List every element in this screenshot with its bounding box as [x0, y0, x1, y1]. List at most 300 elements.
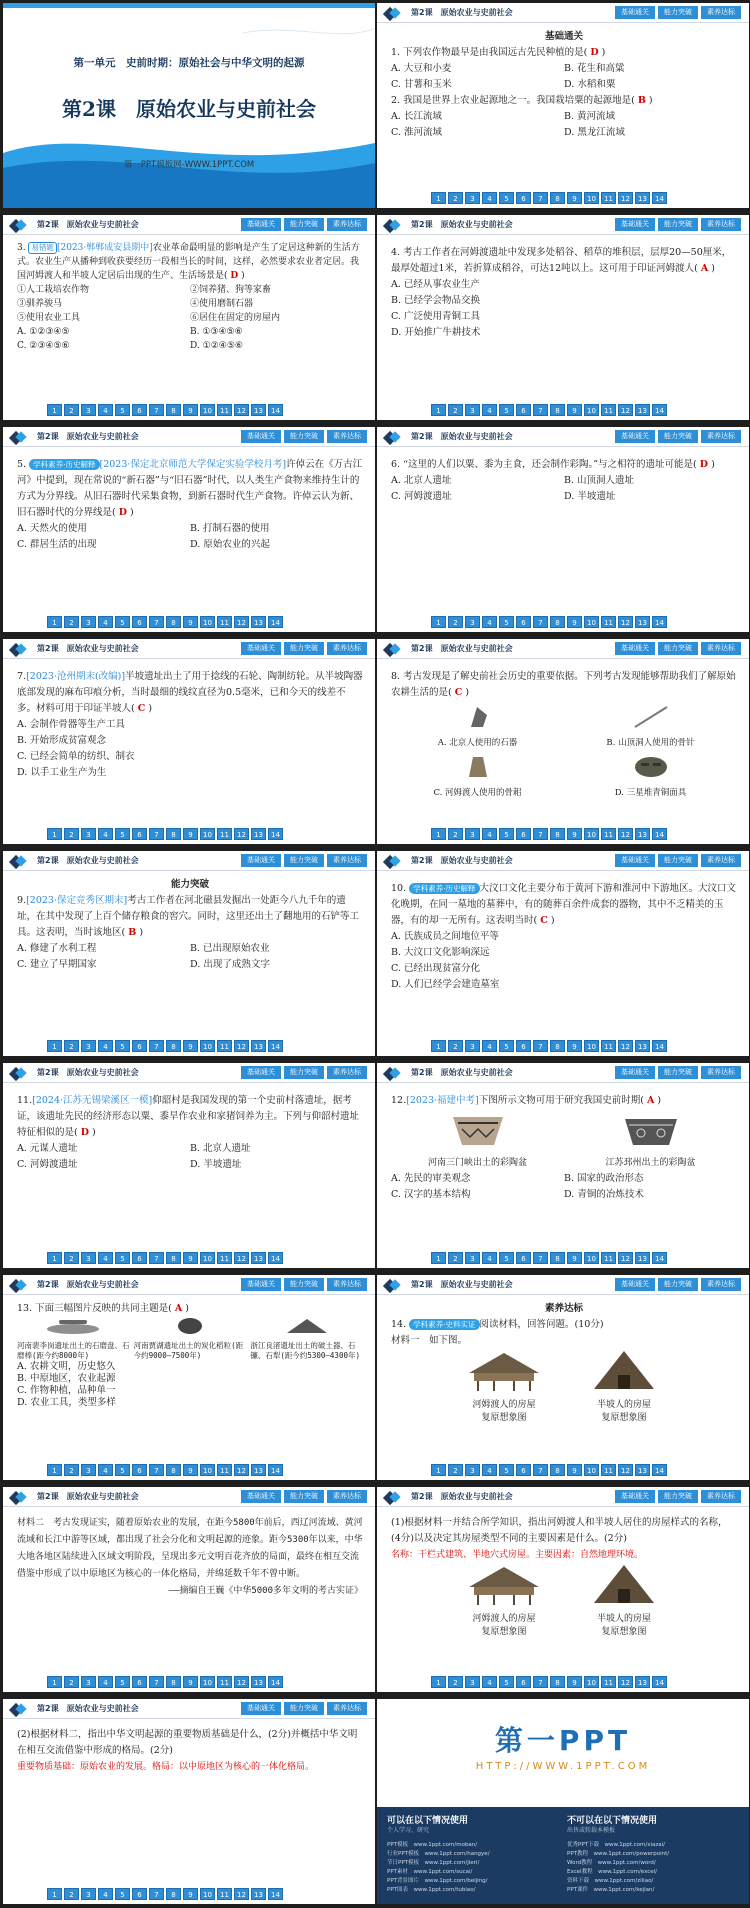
tab-literacy[interactable]: 素养达标: [701, 430, 741, 443]
page-button-8[interactable]: 8: [550, 616, 565, 628]
page-button-7[interactable]: 7: [533, 1040, 548, 1052]
page-button-4[interactable]: 4: [482, 1252, 497, 1264]
page-button-4[interactable]: 4: [482, 404, 497, 416]
page-button-11[interactable]: 11: [217, 1676, 232, 1688]
page-button-6[interactable]: 6: [132, 1252, 147, 1264]
page-button-7[interactable]: 7: [149, 1252, 164, 1264]
page-button-1[interactable]: 1: [47, 1040, 62, 1052]
page-button-13[interactable]: 13: [251, 1888, 266, 1900]
page-button-13[interactable]: 13: [635, 828, 650, 840]
resource-link[interactable]: PPT素材 www.1ppt.com/sucai/: [387, 1869, 473, 1875]
page-button-9[interactable]: 9: [183, 1252, 198, 1264]
tab-ability[interactable]: 能力突破: [658, 430, 698, 443]
page-button-7[interactable]: 7: [533, 192, 548, 204]
page-button-4[interactable]: 4: [98, 1888, 113, 1900]
resource-link[interactable]: PPT图表 www.1ppt.com/tubiao/: [387, 1887, 476, 1893]
tab-basic[interactable]: 基础通关: [241, 1702, 281, 1715]
tab-basic[interactable]: 基础通关: [241, 430, 281, 443]
page-button-8[interactable]: 8: [166, 1464, 181, 1476]
page-button-2[interactable]: 2: [448, 1040, 463, 1052]
page-button-9[interactable]: 9: [567, 1676, 582, 1688]
page-button-3[interactable]: 3: [465, 1676, 480, 1688]
page-button-1[interactable]: 1: [431, 828, 446, 840]
page-button-3[interactable]: 3: [465, 192, 480, 204]
page-button-12[interactable]: 12: [234, 1888, 249, 1900]
page-button-11[interactable]: 11: [217, 616, 232, 628]
page-button-8[interactable]: 8: [166, 828, 181, 840]
slide-q12[interactable]: [377, 1063, 749, 1268]
page-button-6[interactable]: 6: [132, 1888, 147, 1900]
tab-ability[interactable]: 能力突破: [658, 6, 698, 19]
page-button-3[interactable]: 3: [465, 1464, 480, 1476]
page-button-4[interactable]: 4: [482, 192, 497, 204]
page-button-11[interactable]: 11: [217, 1888, 232, 1900]
page-button-8[interactable]: 8: [550, 192, 565, 204]
page-button-10[interactable]: 10: [584, 1464, 599, 1476]
page-button-5[interactable]: 5: [115, 1676, 130, 1688]
tab-ability[interactable]: 能力突破: [284, 1702, 324, 1715]
page-button-8[interactable]: 8: [166, 1252, 181, 1264]
page-button-11[interactable]: 11: [601, 1252, 616, 1264]
page-button-9[interactable]: 9: [567, 1040, 582, 1052]
page-button-2[interactable]: 2: [64, 828, 79, 840]
tab-literacy[interactable]: 素养达标: [327, 1278, 367, 1291]
tab-literacy[interactable]: 素养达标: [701, 6, 741, 19]
page-button-4[interactable]: 4: [98, 1040, 113, 1052]
page-button-5[interactable]: 5: [499, 1676, 514, 1688]
page-button-14[interactable]: 14: [652, 404, 667, 416]
page-button-13[interactable]: 13: [251, 616, 266, 628]
page-button-7[interactable]: 7: [533, 1464, 548, 1476]
tab-literacy[interactable]: 素养达标: [327, 1490, 367, 1503]
page-button-8[interactable]: 8: [550, 1040, 565, 1052]
slide-q8[interactable]: [377, 639, 749, 844]
resource-link[interactable]: PPT教程 www.1ppt.com/powerpoint/: [567, 1851, 670, 1857]
page-button-9[interactable]: 9: [183, 616, 198, 628]
page-button-13[interactable]: 13: [251, 1676, 266, 1688]
page-button-3[interactable]: 3: [81, 1040, 96, 1052]
page-button-6[interactable]: 6: [516, 1464, 531, 1476]
resource-link[interactable]: 资料下载 www.1ppt.com/ziliao/: [567, 1878, 654, 1884]
tab-literacy[interactable]: 素养达标: [701, 854, 741, 867]
page-button-13[interactable]: 13: [251, 828, 266, 840]
page-button-10[interactable]: 10: [200, 1676, 215, 1688]
page-button-14[interactable]: 14: [652, 616, 667, 628]
page-button-5[interactable]: 5: [115, 404, 130, 416]
page-button-9[interactable]: 9: [183, 828, 198, 840]
page-button-12[interactable]: 12: [234, 1676, 249, 1688]
page-button-12[interactable]: 12: [618, 616, 633, 628]
tab-literacy[interactable]: 素养达标: [701, 218, 741, 231]
page-button-10[interactable]: 10: [584, 1252, 599, 1264]
page-button-8[interactable]: 8: [166, 1676, 181, 1688]
page-button-13[interactable]: 13: [635, 1252, 650, 1264]
tab-literacy[interactable]: 素养达标: [701, 1490, 741, 1503]
page-button-11[interactable]: 11: [217, 1252, 232, 1264]
tab-literacy[interactable]: 素养达标: [327, 854, 367, 867]
page-button-5[interactable]: 5: [115, 1464, 130, 1476]
tab-literacy[interactable]: 素养达标: [327, 1702, 367, 1715]
page-button-13[interactable]: 13: [251, 1464, 266, 1476]
page-button-9[interactable]: 9: [183, 404, 198, 416]
page-button-1[interactable]: 1: [47, 1676, 62, 1688]
page-button-10[interactable]: 10: [200, 828, 215, 840]
page-button-5[interactable]: 5: [115, 828, 130, 840]
page-button-8[interactable]: 8: [550, 404, 565, 416]
page-button-3[interactable]: 3: [81, 1464, 96, 1476]
slide-q14[interactable]: [377, 1275, 749, 1480]
slide-q10[interactable]: [377, 851, 749, 1056]
page-button-14[interactable]: 14: [268, 616, 283, 628]
page-button-3[interactable]: 3: [81, 1252, 96, 1264]
page-button-1[interactable]: 1: [431, 1040, 446, 1052]
page-button-12[interactable]: 12: [234, 404, 249, 416]
tab-ability[interactable]: 能力突破: [284, 1278, 324, 1291]
page-button-7[interactable]: 7: [149, 616, 164, 628]
page-button-6[interactable]: 6: [132, 404, 147, 416]
page-button-11[interactable]: 11: [601, 404, 616, 416]
page-button-10[interactable]: 10: [200, 616, 215, 628]
page-button-1[interactable]: 1: [431, 1252, 446, 1264]
page-button-3[interactable]: 3: [465, 404, 480, 416]
page-button-7[interactable]: 7: [533, 1676, 548, 1688]
page-button-14[interactable]: 14: [268, 1888, 283, 1900]
slide-cover[interactable]: [3, 3, 375, 208]
tab-basic[interactable]: 基础通关: [615, 1490, 655, 1503]
page-button-11[interactable]: 11: [601, 192, 616, 204]
page-button-10[interactable]: 10: [584, 1676, 599, 1688]
page-button-8[interactable]: 8: [166, 1040, 181, 1052]
slide-q3[interactable]: [3, 215, 375, 420]
page-button-2[interactable]: 2: [64, 1888, 79, 1900]
tab-literacy[interactable]: 素养达标: [327, 430, 367, 443]
page-button-14[interactable]: 14: [652, 192, 667, 204]
page-button-5[interactable]: 5: [499, 1252, 514, 1264]
page-button-7[interactable]: 7: [533, 404, 548, 416]
page-button-10[interactable]: 10: [200, 404, 215, 416]
page-button-1[interactable]: 1: [431, 404, 446, 416]
page-button-9[interactable]: 9: [567, 1252, 582, 1264]
page-button-6[interactable]: 6: [516, 192, 531, 204]
slide-q6[interactable]: [377, 427, 749, 632]
tab-basic[interactable]: 基础通关: [615, 1278, 655, 1291]
page-button-9[interactable]: 9: [183, 1888, 198, 1900]
tab-basic[interactable]: 基础通关: [615, 430, 655, 443]
page-button-5[interactable]: 5: [115, 1252, 130, 1264]
page-button-10[interactable]: 10: [200, 1464, 215, 1476]
page-button-3[interactable]: 3: [81, 404, 96, 416]
page-button-2[interactable]: 2: [448, 1464, 463, 1476]
page-button-6[interactable]: 6: [516, 1252, 531, 1264]
tab-ability[interactable]: 能力突破: [658, 1490, 698, 1503]
page-button-12[interactable]: 12: [618, 404, 633, 416]
page-button-2[interactable]: 2: [448, 1252, 463, 1264]
slide-q7[interactable]: [3, 639, 375, 844]
page-button-14[interactable]: 14: [268, 1040, 283, 1052]
page-button-6[interactable]: 6: [132, 1040, 147, 1052]
page-button-10[interactable]: 10: [200, 1252, 215, 1264]
page-button-14[interactable]: 14: [268, 828, 283, 840]
page-button-14[interactable]: 14: [652, 1252, 667, 1264]
page-button-7[interactable]: 7: [149, 1040, 164, 1052]
page-button-2[interactable]: 2: [448, 1676, 463, 1688]
tab-literacy[interactable]: 素养达标: [327, 642, 367, 655]
page-button-5[interactable]: 5: [499, 192, 514, 204]
page-button-7[interactable]: 7: [149, 828, 164, 840]
page-button-10[interactable]: 10: [584, 404, 599, 416]
page-button-6[interactable]: 6: [516, 404, 531, 416]
slide-q9[interactable]: [3, 851, 375, 1056]
page-button-13[interactable]: 13: [251, 404, 266, 416]
page-button-4[interactable]: 4: [482, 1676, 497, 1688]
page-button-9[interactable]: 9: [567, 616, 582, 628]
slide-q4[interactable]: [377, 215, 749, 420]
page-button-7[interactable]: 7: [533, 828, 548, 840]
resource-link[interactable]: 优秀PPT下载 www.1ppt.com/xiazai/: [567, 1842, 666, 1848]
page-button-4[interactable]: 4: [482, 616, 497, 628]
page-button-10[interactable]: 10: [200, 1040, 215, 1052]
page-button-7[interactable]: 7: [149, 1676, 164, 1688]
page-button-2[interactable]: 2: [64, 616, 79, 628]
resource-link[interactable]: Excel教程 www.1ppt.com/excel/: [567, 1869, 658, 1875]
tab-ability[interactable]: 能力突破: [658, 642, 698, 655]
page-button-10[interactable]: 10: [200, 1888, 215, 1900]
page-button-6[interactable]: 6: [132, 616, 147, 628]
page-button-3[interactable]: 3: [465, 1252, 480, 1264]
tab-ability[interactable]: 能力突破: [658, 1066, 698, 1079]
page-button-4[interactable]: 4: [98, 616, 113, 628]
page-button-12[interactable]: 12: [618, 1252, 633, 1264]
page-button-4[interactable]: 4: [98, 1676, 113, 1688]
tab-literacy[interactable]: 素养达标: [327, 1066, 367, 1079]
tab-literacy[interactable]: 素养达标: [701, 1278, 741, 1291]
page-button-12[interactable]: 12: [234, 1464, 249, 1476]
tab-ability[interactable]: 能力突破: [284, 642, 324, 655]
tab-basic[interactable]: 基础通关: [241, 1490, 281, 1503]
resource-link[interactable]: PPT模板 www.1ppt.com/moban/: [387, 1842, 478, 1848]
page-button-9[interactable]: 9: [183, 1464, 198, 1476]
page-button-1[interactable]: 1: [47, 828, 62, 840]
slide-q13[interactable]: [3, 1275, 375, 1480]
tab-ability[interactable]: 能力突破: [658, 1278, 698, 1291]
page-button-11[interactable]: 11: [601, 1464, 616, 1476]
page-button-1[interactable]: 1: [47, 616, 62, 628]
page-button-11[interactable]: 11: [601, 1676, 616, 1688]
slide-q1-q2[interactable]: [377, 3, 749, 208]
tab-ability[interactable]: 能力突破: [284, 218, 324, 231]
page-button-14[interactable]: 14: [652, 828, 667, 840]
tab-basic[interactable]: 基础通关: [241, 854, 281, 867]
page-button-4[interactable]: 4: [98, 404, 113, 416]
page-button-4[interactable]: 4: [98, 828, 113, 840]
page-button-12[interactable]: 12: [234, 616, 249, 628]
page-button-14[interactable]: 14: [652, 1676, 667, 1688]
page-button-5[interactable]: 5: [115, 1888, 130, 1900]
brand-url[interactable]: HTTP://WWW.1PPT.COM: [475, 1761, 651, 1772]
page-button-7[interactable]: 7: [533, 1252, 548, 1264]
page-button-8[interactable]: 8: [550, 828, 565, 840]
page-button-12[interactable]: 12: [618, 1040, 633, 1052]
page-button-5[interactable]: 5: [499, 828, 514, 840]
page-button-13[interactable]: 13: [635, 1040, 650, 1052]
page-button-5[interactable]: 5: [499, 404, 514, 416]
slide-q14-part2[interactable]: [3, 1699, 375, 1904]
tab-basic[interactable]: 基础通关: [615, 218, 655, 231]
resource-link[interactable]: 节日PPT模板 www.1ppt.com/jieri/: [387, 1860, 480, 1866]
page-button-2[interactable]: 2: [448, 404, 463, 416]
tab-ability[interactable]: 能力突破: [284, 1066, 324, 1079]
page-button-2[interactable]: 2: [448, 192, 463, 204]
page-button-10[interactable]: 10: [584, 192, 599, 204]
page-button-6[interactable]: 6: [516, 1040, 531, 1052]
tab-ability[interactable]: 能力突破: [284, 854, 324, 867]
page-button-13[interactable]: 13: [635, 616, 650, 628]
page-button-5[interactable]: 5: [115, 616, 130, 628]
page-button-5[interactable]: 5: [115, 1040, 130, 1052]
page-button-11[interactable]: 11: [601, 1040, 616, 1052]
page-button-6[interactable]: 6: [516, 828, 531, 840]
page-button-2[interactable]: 2: [64, 404, 79, 416]
tab-ability[interactable]: 能力突破: [658, 854, 698, 867]
page-button-1[interactable]: 1: [431, 1676, 446, 1688]
page-button-4[interactable]: 4: [98, 1464, 113, 1476]
page-button-8[interactable]: 8: [166, 1888, 181, 1900]
page-button-14[interactable]: 14: [652, 1040, 667, 1052]
page-button-13[interactable]: 13: [635, 404, 650, 416]
page-button-9[interactable]: 9: [567, 404, 582, 416]
page-button-12[interactable]: 12: [618, 192, 633, 204]
page-button-13[interactable]: 13: [635, 1464, 650, 1476]
tab-basic[interactable]: 基础通关: [241, 642, 281, 655]
tab-literacy[interactable]: 素养达标: [327, 218, 367, 231]
page-button-11[interactable]: 11: [217, 1464, 232, 1476]
page-button-3[interactable]: 3: [465, 1040, 480, 1052]
page-button-12[interactable]: 12: [234, 1040, 249, 1052]
page-button-9[interactable]: 9: [567, 828, 582, 840]
page-button-8[interactable]: 8: [550, 1676, 565, 1688]
page-button-3[interactable]: 3: [81, 1888, 96, 1900]
resource-link[interactable]: PPT背景图片 www.1ppt.com/beijing/: [387, 1878, 488, 1884]
page-button-6[interactable]: 6: [132, 1676, 147, 1688]
page-button-1[interactable]: 1: [47, 404, 62, 416]
page-button-7[interactable]: 7: [533, 616, 548, 628]
page-button-12[interactable]: 12: [618, 1464, 633, 1476]
page-button-13[interactable]: 13: [251, 1040, 266, 1052]
page-button-6[interactable]: 6: [132, 828, 147, 840]
tab-literacy[interactable]: 素养达标: [701, 1066, 741, 1079]
page-button-5[interactable]: 5: [499, 616, 514, 628]
page-button-11[interactable]: 11: [601, 616, 616, 628]
tab-basic[interactable]: 基础通关: [241, 1278, 281, 1291]
page-button-10[interactable]: 10: [584, 616, 599, 628]
tab-basic[interactable]: 基础通关: [241, 218, 281, 231]
page-button-13[interactable]: 13: [635, 1676, 650, 1688]
page-button-11[interactable]: 11: [217, 1040, 232, 1052]
page-button-12[interactable]: 12: [234, 828, 249, 840]
page-button-1[interactable]: 1: [431, 1464, 446, 1476]
page-button-10[interactable]: 10: [584, 1040, 599, 1052]
page-button-3[interactable]: 3: [81, 1676, 96, 1688]
page-button-10[interactable]: 10: [584, 828, 599, 840]
page-button-9[interactable]: 9: [183, 1040, 198, 1052]
slide-q14-part1[interactable]: [377, 1487, 749, 1692]
page-button-2[interactable]: 2: [64, 1040, 79, 1052]
page-button-1[interactable]: 1: [431, 616, 446, 628]
page-button-6[interactable]: 6: [516, 616, 531, 628]
tab-ability[interactable]: 能力突破: [284, 1490, 324, 1503]
page-button-7[interactable]: 7: [149, 1464, 164, 1476]
page-button-4[interactable]: 4: [98, 1252, 113, 1264]
slide-end[interactable]: [377, 1699, 749, 1904]
page-button-5[interactable]: 5: [499, 1040, 514, 1052]
page-button-4[interactable]: 4: [482, 1464, 497, 1476]
page-button-6[interactable]: 6: [132, 1464, 147, 1476]
resource-link[interactable]: Word教程 www.1ppt.com/word/: [567, 1860, 656, 1866]
slide-q5[interactable]: [3, 427, 375, 632]
page-button-14[interactable]: 14: [268, 1252, 283, 1264]
page-button-9[interactable]: 9: [567, 1464, 582, 1476]
page-button-8[interactable]: 8: [166, 616, 181, 628]
tab-ability[interactable]: 能力突破: [658, 218, 698, 231]
page-button-12[interactable]: 12: [618, 828, 633, 840]
resource-link[interactable]: PPT课件 www.1ppt.com/kejian/: [567, 1887, 655, 1893]
page-button-2[interactable]: 2: [64, 1676, 79, 1688]
page-button-4[interactable]: 4: [482, 1040, 497, 1052]
slide-q11[interactable]: [3, 1063, 375, 1268]
page-button-2[interactable]: 2: [64, 1464, 79, 1476]
page-button-13[interactable]: 13: [635, 192, 650, 204]
page-button-3[interactable]: 3: [81, 616, 96, 628]
tab-literacy[interactable]: 素养达标: [701, 642, 741, 655]
tab-basic[interactable]: 基础通关: [241, 1066, 281, 1079]
page-button-2[interactable]: 2: [64, 1252, 79, 1264]
page-button-4[interactable]: 4: [482, 828, 497, 840]
page-button-2[interactable]: 2: [448, 828, 463, 840]
tab-ability[interactable]: 能力突破: [284, 430, 324, 443]
page-button-7[interactable]: 7: [149, 1888, 164, 1900]
tab-basic[interactable]: 基础通关: [615, 1066, 655, 1079]
page-button-8[interactable]: 8: [550, 1464, 565, 1476]
page-button-5[interactable]: 5: [499, 1464, 514, 1476]
page-button-11[interactable]: 11: [217, 404, 232, 416]
page-button-9[interactable]: 9: [567, 192, 582, 204]
tab-basic[interactable]: 基础通关: [615, 642, 655, 655]
page-button-14[interactable]: 14: [268, 404, 283, 416]
page-button-12[interactable]: 12: [234, 1252, 249, 1264]
page-button-6[interactable]: 6: [516, 1676, 531, 1688]
page-button-8[interactable]: 8: [550, 1252, 565, 1264]
page-button-9[interactable]: 9: [183, 1676, 198, 1688]
page-button-11[interactable]: 11: [217, 828, 232, 840]
page-button-14[interactable]: 14: [268, 1676, 283, 1688]
page-button-3[interactable]: 3: [81, 828, 96, 840]
tab-basic[interactable]: 基础通关: [615, 6, 655, 19]
page-button-12[interactable]: 12: [618, 1676, 633, 1688]
page-button-8[interactable]: 8: [166, 404, 181, 416]
page-button-14[interactable]: 14: [268, 1464, 283, 1476]
resource-link[interactable]: 行业PPT模板 www.1ppt.com/hangye/: [387, 1851, 490, 1857]
page-button-3[interactable]: 3: [465, 616, 480, 628]
page-button-13[interactable]: 13: [251, 1252, 266, 1264]
page-button-1[interactable]: 1: [47, 1888, 62, 1900]
page-button-14[interactable]: 14: [652, 1464, 667, 1476]
slide-material-two[interactable]: [3, 1487, 375, 1692]
page-button-2[interactable]: 2: [448, 616, 463, 628]
page-button-3[interactable]: 3: [465, 828, 480, 840]
page-button-7[interactable]: 7: [149, 404, 164, 416]
page-button-11[interactable]: 11: [601, 828, 616, 840]
page-button-1[interactable]: 1: [47, 1464, 62, 1476]
